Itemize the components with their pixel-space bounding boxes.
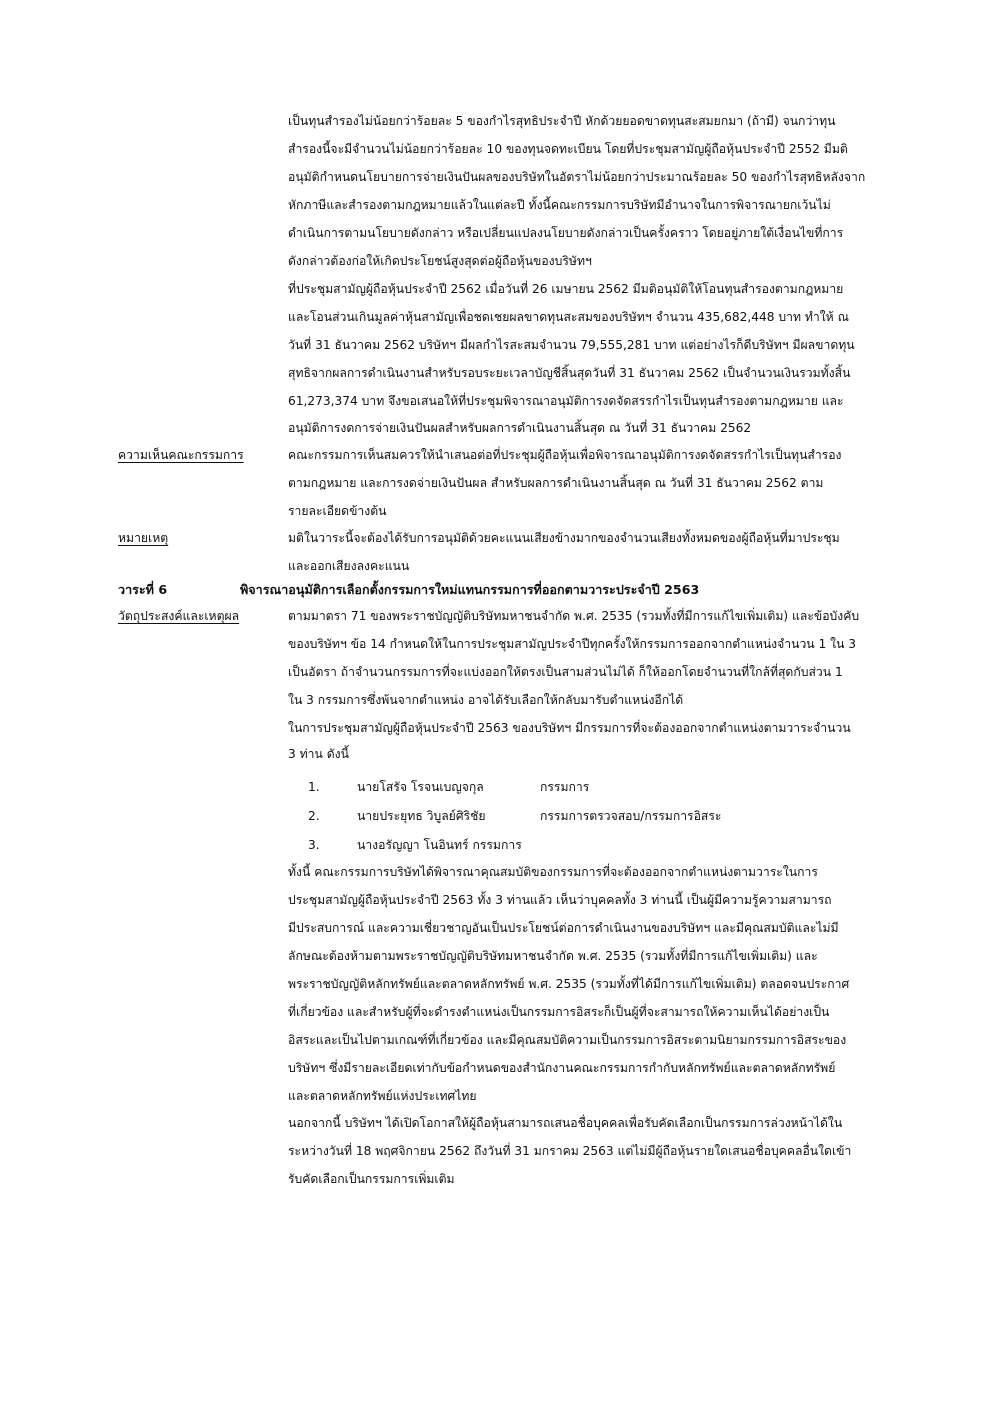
text-line: ในการประชุมสามัญผู้ถือหุ้นประจำปี 2563 ของบริษัทฯ มีกรรมการที่จะต้องออกจากตำแหน่งตามวาระจำนวน bbox=[288, 721, 851, 735]
text-line: มีประสบการณ์ และความเชี่ยวชาญอันเป็นประโยชน์ต่อการดำเนินงานของบริษัทฯ และมีคุณสมบัติและไม่มี bbox=[288, 921, 839, 935]
text-line: ที่ประชุมสามัญผู้ถือหุ้นประจำปี 2562 เมื่อวันที่ 26 เมษายน 2562 มีมติอนุมัติให้โอนทุนสำรองตามกฎหมาย bbox=[288, 282, 844, 296]
text-line: สุทธิจากผลการดำเนินงานสำหรับรอบระยะเวลาบัญชีสิ้นสุดวันที่ 31 ธันวาคม 2562 เป็นจำนวนเงินรวมทั้งสิ้น bbox=[288, 366, 851, 380]
text-line: มติในวาระนี้จะต้องได้รับการอนุมัติด้วยคะแนนเสียงข้างมากของจำนวนเสียงทั้งหมดของผู้ถือหุ้นที่มาประชุม bbox=[288, 531, 840, 545]
text-line: ทั้งนี้ คณะกรรมการบริษัทได้พิจารณาคุณสมบัติของกรรมการที่จะต้องออกจากตำแหน่งตามวาระในการ bbox=[288, 865, 818, 879]
director-name: นางอรัญญา โนอินทร์ กรรมการ bbox=[357, 838, 522, 852]
text-line: อิสระและเป็นไปตามเกณฑ์ที่เกี่ยวข้อง และมีคุณสมบัติความเป็นกรรมการอิสระตามนิยามกรรมการอิสระของ bbox=[288, 1033, 847, 1047]
text-line: เป็นทุนสำรองไม่น้อยกว่าร้อยละ 5 ของกำไรสุทธิประจำปี หักด้วยยอดขาดทุนสะสมยกมา (ถ้ามี) จนกว่าทุน bbox=[288, 114, 836, 128]
text-line: และโอนส่วนเกินมูลค่าหุ้นสามัญเพื่อชดเชยผลขาดทุนสะสมของบริษัทฯ จำนวน 435,682,448 บาท ทำให้ ณ bbox=[288, 310, 849, 324]
text-line: คณะกรรมการเห็นสมควรให้นำเสนอต่อที่ประชุมผู้ถือหุ้นเพื่อพิจารณาอนุมัติการงดจัดสรรกำไรเป็นทุนสำรอง bbox=[288, 448, 842, 462]
text-line: ประชุมสามัญผู้ถือหุ้นประจำปี 2563 ทั้ง 3 ท่านแล้ว เห็นว่าบุคคลทั้ง 3 ท่านนี้ เป็นผู้มีความรู้ความสามารถ bbox=[288, 893, 832, 907]
text-line: ตามมาตรา 71 ของพระราชบัญญัติบริษัทมหาชนจำกัด พ.ศ. 2535 (รวมทั้งที่มีการแก้ไขเพิ่มเติม) และข้อบังคับ bbox=[288, 609, 860, 623]
text-line: หักภาษีและสำรองตามกฎหมายแล้วในแต่ละปี ทั้งนี้คณะกรรมการบริษัทมีอำนาจในการพิจารณายกเว้นไม่ bbox=[288, 198, 831, 212]
text-line: อนุมัติการงดการจ่ายเงินปันผลสำหรับผลการดำเนินงานสิ้นสุด ณ วันที่ 31 ธันวาคม 2562 bbox=[288, 421, 752, 435]
text-line: ของบริษัทฯ ข้อ 14 กำหนดให้ในการประชุมสามัญประจำปีทุกครั้งให้กรรมการออกจากตำแหน่งจำนวน 1 ใน 3 bbox=[288, 637, 857, 651]
director-role: กรรมการ bbox=[540, 780, 590, 794]
board-opinion-label: ความเห็นคณะกรรมการ bbox=[118, 448, 244, 462]
text-line: ดำเนินการตามนโยบายดังกล่าว หรือเปลี่ยนแปลงนโยบายดังกล่าวเป็นครั้งคราว โดยอยู่ภายใต้เงื่อนไขที่การ bbox=[288, 226, 844, 240]
director-name: นายโสรัจ โรจนเบญจกุล bbox=[357, 780, 484, 794]
text-line: สำรองนี้จะมีจำนวนไม่น้อยกว่าร้อยละ 10 ของทุนจดทะเบียน โดยที่ประชุมสามัญผู้ถือหุ้นประจำปี 2552 มีมติ bbox=[288, 142, 848, 156]
remark-label: หมายเหตุ bbox=[118, 531, 169, 545]
text-line: นอกจากนี้ บริษัทฯ ได้เปิดโอกาสให้ผู้ถือหุ้นสามารถเสนอชื่อบุคคลเพื่อรับคัดเลือกเป็นกรรมการล่วงหน้าได้ใน bbox=[288, 1116, 843, 1130]
objective-label: วัตถุประสงค์และเหตุผล bbox=[118, 609, 240, 623]
text-line: ระหว่างวันที่ 18 พฤศจิกายน 2562 ถึงวันที่ 31 มกราคม 2563 แต่ไม่มีผู้ถือหุ้นรายใดเสนอชื่อบุคคลอื่นใดเข้า bbox=[288, 1144, 852, 1158]
text-line: พระราชบัญญัติหลักทรัพย์และตลาดหลักทรัพย์ พ.ศ. 2535 (รวมทั้งที่ได้มีการแก้ไขเพิ่มเติม) ตลอดจนประกาศ bbox=[288, 977, 850, 991]
agenda-number: วาระที่ 6 bbox=[118, 582, 168, 597]
text-line: ลักษณะต้องห้ามตามพระราชบัญญัติบริษัทมหาชนจำกัด พ.ศ. 2535 (รวมทั้งที่มีการแก้ไขเพิ่มเติม) และ bbox=[288, 949, 818, 963]
text-line: 3 ท่าน ดังนี้ bbox=[288, 747, 349, 761]
text-line: และออกเสียงลงคะแนน bbox=[288, 559, 410, 573]
text-line: ตามกฎหมาย และการงดจ่ายเงินปันผล สำหรับผลการดำเนินงานสิ้นสุด ณ วันที่ 31 ธันวาคม 2562 ตาม bbox=[288, 476, 824, 490]
text-line: อนุมัติกำหนดนโยบายการจ่ายเงินปันผลของบริษัทในอัตราไม่น้อยกว่าประมาณร้อยละ 50 ของกำไรสุทธิหลังจาก bbox=[288, 170, 866, 184]
director-role: กรรมการตรวจสอบ/กรรมการอิสระ bbox=[540, 809, 722, 823]
director-name: นายประยุทธ วิบูลย์ศิริชัย bbox=[357, 809, 486, 823]
text-line: ที่เกี่ยวข้อง และสำหรับผู้ที่จะดำรงตำแหน่งเป็นกรรมการอิสระก็เป็นผู้ที่จะสามารถให้ความเห็นได้อย่างเป็น bbox=[288, 1005, 830, 1019]
director-number: 1. bbox=[308, 780, 320, 794]
director-number: 3. bbox=[308, 838, 320, 852]
text-line: รับคัดเลือกเป็นกรรมการเพิ่มเติม bbox=[288, 1172, 455, 1186]
text-line: รายละเอียดข้างต้น bbox=[288, 504, 387, 518]
text-line: และตลาดหลักทรัพย์แห่งประเทศไทย bbox=[288, 1089, 477, 1103]
text-line: ใน 3 กรรมการซึ่งพ้นจากตำแหน่ง อาจได้รับเลือกให้กลับมารับตำแหน่งอีกได้ bbox=[288, 693, 684, 707]
agenda-title: พิจารณาอนุมัติการเลือกตั้งกรรมการใหม่แทนกรรมการที่ออกตามวาระประจำปี 2563 bbox=[240, 582, 700, 597]
text-line: 61,273,374 บาท จึงขอเสนอให้ที่ประชุมพิจารณาอนุมัติการงดจัดสรรกำไรเป็นทุนสำรองตามกฎหมาย และ bbox=[288, 394, 844, 408]
text-line: บริษัทฯ ซึ่งมีรายละเอียดเท่ากับข้อกำหนดของสำนักงานคณะกรรมการกำกับหลักทรัพย์และตลาดหลักทรัพย์ bbox=[288, 1061, 836, 1075]
director-number: 2. bbox=[308, 809, 320, 823]
text-line: ดังกล่าวต้องก่อให้เกิดประโยชน์สูงสุดต่อผู้ถือหุ้นของบริษัทฯ bbox=[288, 254, 592, 268]
text-line: เป็นอัตรา ถ้าจำนวนกรรมการที่จะแบ่งออกให้ตรงเป็นสามส่วนไม่ได้ ก็ให้ออกโดยจำนวนที่ใกล้ที่สุดกับส่วน 1 bbox=[288, 665, 843, 679]
text-line: วันที่ 31 ธันวาคม 2562 บริษัทฯ มีผลกำไรสะสมจำนวน 79,555,281 บาท แต่อย่างไรก็ดีบริษัทฯ มีผลขาดทุน bbox=[288, 338, 855, 352]
